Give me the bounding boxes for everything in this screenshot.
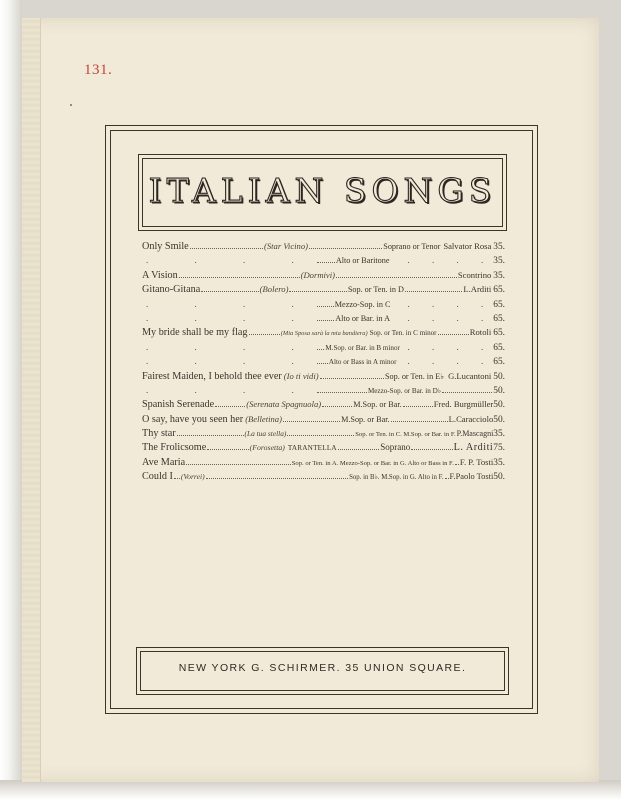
song-row xyxy=(142,369,505,383)
ditto-marks: . . . . xyxy=(407,341,494,352)
voice-range: M.Sop. or Bar. xyxy=(353,400,402,410)
composer: Fred. Burgmüller xyxy=(433,399,494,410)
scan-edge-left xyxy=(0,0,22,800)
dot-leader xyxy=(445,469,449,479)
song-subtitle: (Bolero) xyxy=(259,284,289,295)
price: 35. xyxy=(493,457,505,468)
voice-range: Soprano or Tenor xyxy=(383,242,441,251)
price: 50. xyxy=(493,472,505,483)
dot-leader xyxy=(411,440,452,450)
price: 65. xyxy=(493,285,505,296)
song-subtitle: (Mia Sposa sarà la mia bandiera) xyxy=(280,330,368,338)
song-row xyxy=(142,239,505,253)
dot-leader xyxy=(179,268,300,278)
price: 35. xyxy=(493,256,506,267)
composer: Rotoli xyxy=(469,327,492,338)
price: 65. xyxy=(493,342,505,353)
dot-leader xyxy=(287,426,354,436)
song-subtitle: (Star Vicino) xyxy=(263,241,308,251)
composer: F.Paolo Tosti xyxy=(449,472,494,482)
publisher-box xyxy=(136,647,509,695)
ditto-marks: . . . . xyxy=(407,298,494,309)
ditto-marks: . . . . xyxy=(146,298,316,309)
song-subtitle: (Dormivi) xyxy=(300,269,335,280)
ditto-marks: . . . . xyxy=(407,356,494,367)
voice-range: Mezzo-Sop. or Bar. in D♭ xyxy=(367,386,442,395)
price: 65. xyxy=(493,313,505,324)
song-title: Only Smile xyxy=(142,241,189,252)
price: 50. xyxy=(493,414,506,425)
song-title: O say, have you seen her xyxy=(142,413,244,425)
dot-leader xyxy=(391,412,448,422)
song-row xyxy=(142,440,505,454)
song-row xyxy=(142,325,505,339)
song-subtitle: (Belletina) xyxy=(245,413,282,424)
page-number: 131. xyxy=(84,62,113,78)
song-row xyxy=(142,455,505,469)
song-row xyxy=(142,282,505,296)
voice-range: Sop. or Ten. in D xyxy=(347,285,404,295)
song-subtitle: (Vorrei) xyxy=(180,472,205,482)
ditto-marks: . . . . xyxy=(146,255,316,266)
song-title: Ave Maria xyxy=(142,456,186,468)
dot-leader xyxy=(283,412,340,422)
title-box xyxy=(138,154,507,231)
price: 50. xyxy=(493,371,505,382)
binding-strip xyxy=(22,18,41,782)
song-title: Spanish Serenade xyxy=(142,399,215,411)
voice-range: M.Sop. or Bar. in B minor xyxy=(325,343,400,352)
publisher-imprint: NEW YORK G. SCHIRMER. 35 UNION SQUARE. xyxy=(178,662,467,674)
song-row xyxy=(142,268,505,282)
ditto-marks: . . . . xyxy=(146,356,316,367)
song-subtitle: (Forosetta) xyxy=(249,443,285,453)
dot-leader xyxy=(317,340,325,350)
song-row xyxy=(142,412,505,426)
song-title: Thy star xyxy=(142,428,176,440)
song-title: Could I xyxy=(142,471,173,483)
dot-leader xyxy=(336,268,457,278)
song-title: Gitano-Gitana xyxy=(142,284,201,296)
song-row xyxy=(142,383,505,397)
page-title: ITALIAN SONGS xyxy=(148,171,497,210)
dot-leader xyxy=(207,440,248,450)
song-row xyxy=(142,354,505,368)
price: 65. xyxy=(493,357,505,368)
composer: Scontrino xyxy=(457,269,492,280)
song-row xyxy=(142,340,505,354)
song-list xyxy=(142,239,505,484)
voice-range: Soprano xyxy=(380,442,411,453)
composer: L. Arditi xyxy=(453,442,494,454)
dot-leader xyxy=(190,239,263,249)
song-subtitle: (Io ti vidi) xyxy=(283,370,319,381)
price: 50. xyxy=(493,400,505,411)
price: 65. xyxy=(493,328,505,339)
price: 65. xyxy=(493,299,505,310)
song-form: TARANTELLA xyxy=(287,444,337,453)
paper-speck xyxy=(70,104,72,106)
dot-leader xyxy=(455,455,459,465)
song-row xyxy=(142,469,505,483)
composer: L.Caracciolo xyxy=(448,413,494,424)
composer: L.Arditi xyxy=(463,284,492,295)
song-row xyxy=(142,297,505,311)
song-subtitle: (La tua stella) xyxy=(244,429,287,439)
dot-leader xyxy=(215,397,245,407)
dot-leader xyxy=(438,325,469,335)
ditto-marks: . . . . xyxy=(407,255,494,266)
song-title: The Frolicsome xyxy=(142,442,207,454)
dot-leader xyxy=(322,397,352,407)
voice-range: Alto or Baritone xyxy=(335,256,390,266)
dot-leader xyxy=(317,297,334,307)
composer: Salvator Rosa xyxy=(443,241,492,251)
dot-leader xyxy=(405,282,462,292)
composer: P.Mascagni xyxy=(456,429,494,439)
dot-leader xyxy=(317,311,334,321)
price: 75. xyxy=(493,443,505,454)
song-title: My bride shall be my flag xyxy=(142,327,248,339)
song-row xyxy=(142,397,505,411)
dot-leader xyxy=(317,354,328,364)
composer: G.Lucantoni xyxy=(448,370,492,381)
song-subtitle: (Serenata Spagnuola) xyxy=(246,399,322,410)
dot-leader xyxy=(174,469,180,479)
ditto-marks: . . . . xyxy=(146,384,316,395)
voice-range: Sop. in B♭. M.Sop. in G. Alto in F. xyxy=(349,474,444,482)
dot-leader xyxy=(249,325,280,335)
ditto-marks: . . . . xyxy=(407,312,494,323)
dot-leader xyxy=(338,440,379,450)
dot-leader xyxy=(320,369,384,379)
dot-leader xyxy=(206,469,348,479)
price: 35. xyxy=(493,242,506,252)
voice-range: Sop. or Ten. in E♭ xyxy=(384,371,445,381)
ditto-marks: . . . . xyxy=(146,312,316,323)
dot-leader xyxy=(309,239,382,249)
dot-leader xyxy=(289,282,346,292)
sheet-music-cover xyxy=(22,18,599,782)
price: 50. xyxy=(493,385,505,396)
outer-frame xyxy=(105,125,538,714)
song-title: A Vision xyxy=(142,269,178,281)
dot-leader xyxy=(177,426,244,436)
price: 35. xyxy=(493,429,506,440)
voice-range: Sop. or Ten. in C. M.Sop. or Bar. in F. xyxy=(355,431,456,439)
voice-range: Alto or Bass in A minor xyxy=(328,358,397,367)
song-title: Fairest Maiden, I behold thee ever xyxy=(142,370,282,382)
voice-range: Sop. or Ten. in C minor xyxy=(369,329,437,338)
scan-edge-bottom xyxy=(0,780,621,800)
voice-range: Mezzo-Sop. in C xyxy=(334,299,391,309)
composer: F. P. Tosti xyxy=(459,456,494,467)
song-row xyxy=(142,426,505,440)
dot-leader xyxy=(317,253,335,263)
dot-leader xyxy=(442,383,492,393)
dot-leader xyxy=(186,455,291,465)
voice-range: M.Sop. or Bar. xyxy=(341,414,390,424)
voice-range: Sop. or Ten. in A. Mezzo-Sop. or Bar. in G. Alto or Bass in F. xyxy=(291,459,454,467)
dot-leader xyxy=(201,282,258,292)
song-row xyxy=(142,253,505,267)
voice-range: Alto or Bar. in A xyxy=(335,313,391,323)
ditto-marks: . . . . xyxy=(146,341,316,352)
song-row xyxy=(142,311,505,325)
dot-leader xyxy=(317,383,367,393)
price: 35. xyxy=(493,270,506,281)
dot-leader xyxy=(403,397,433,407)
